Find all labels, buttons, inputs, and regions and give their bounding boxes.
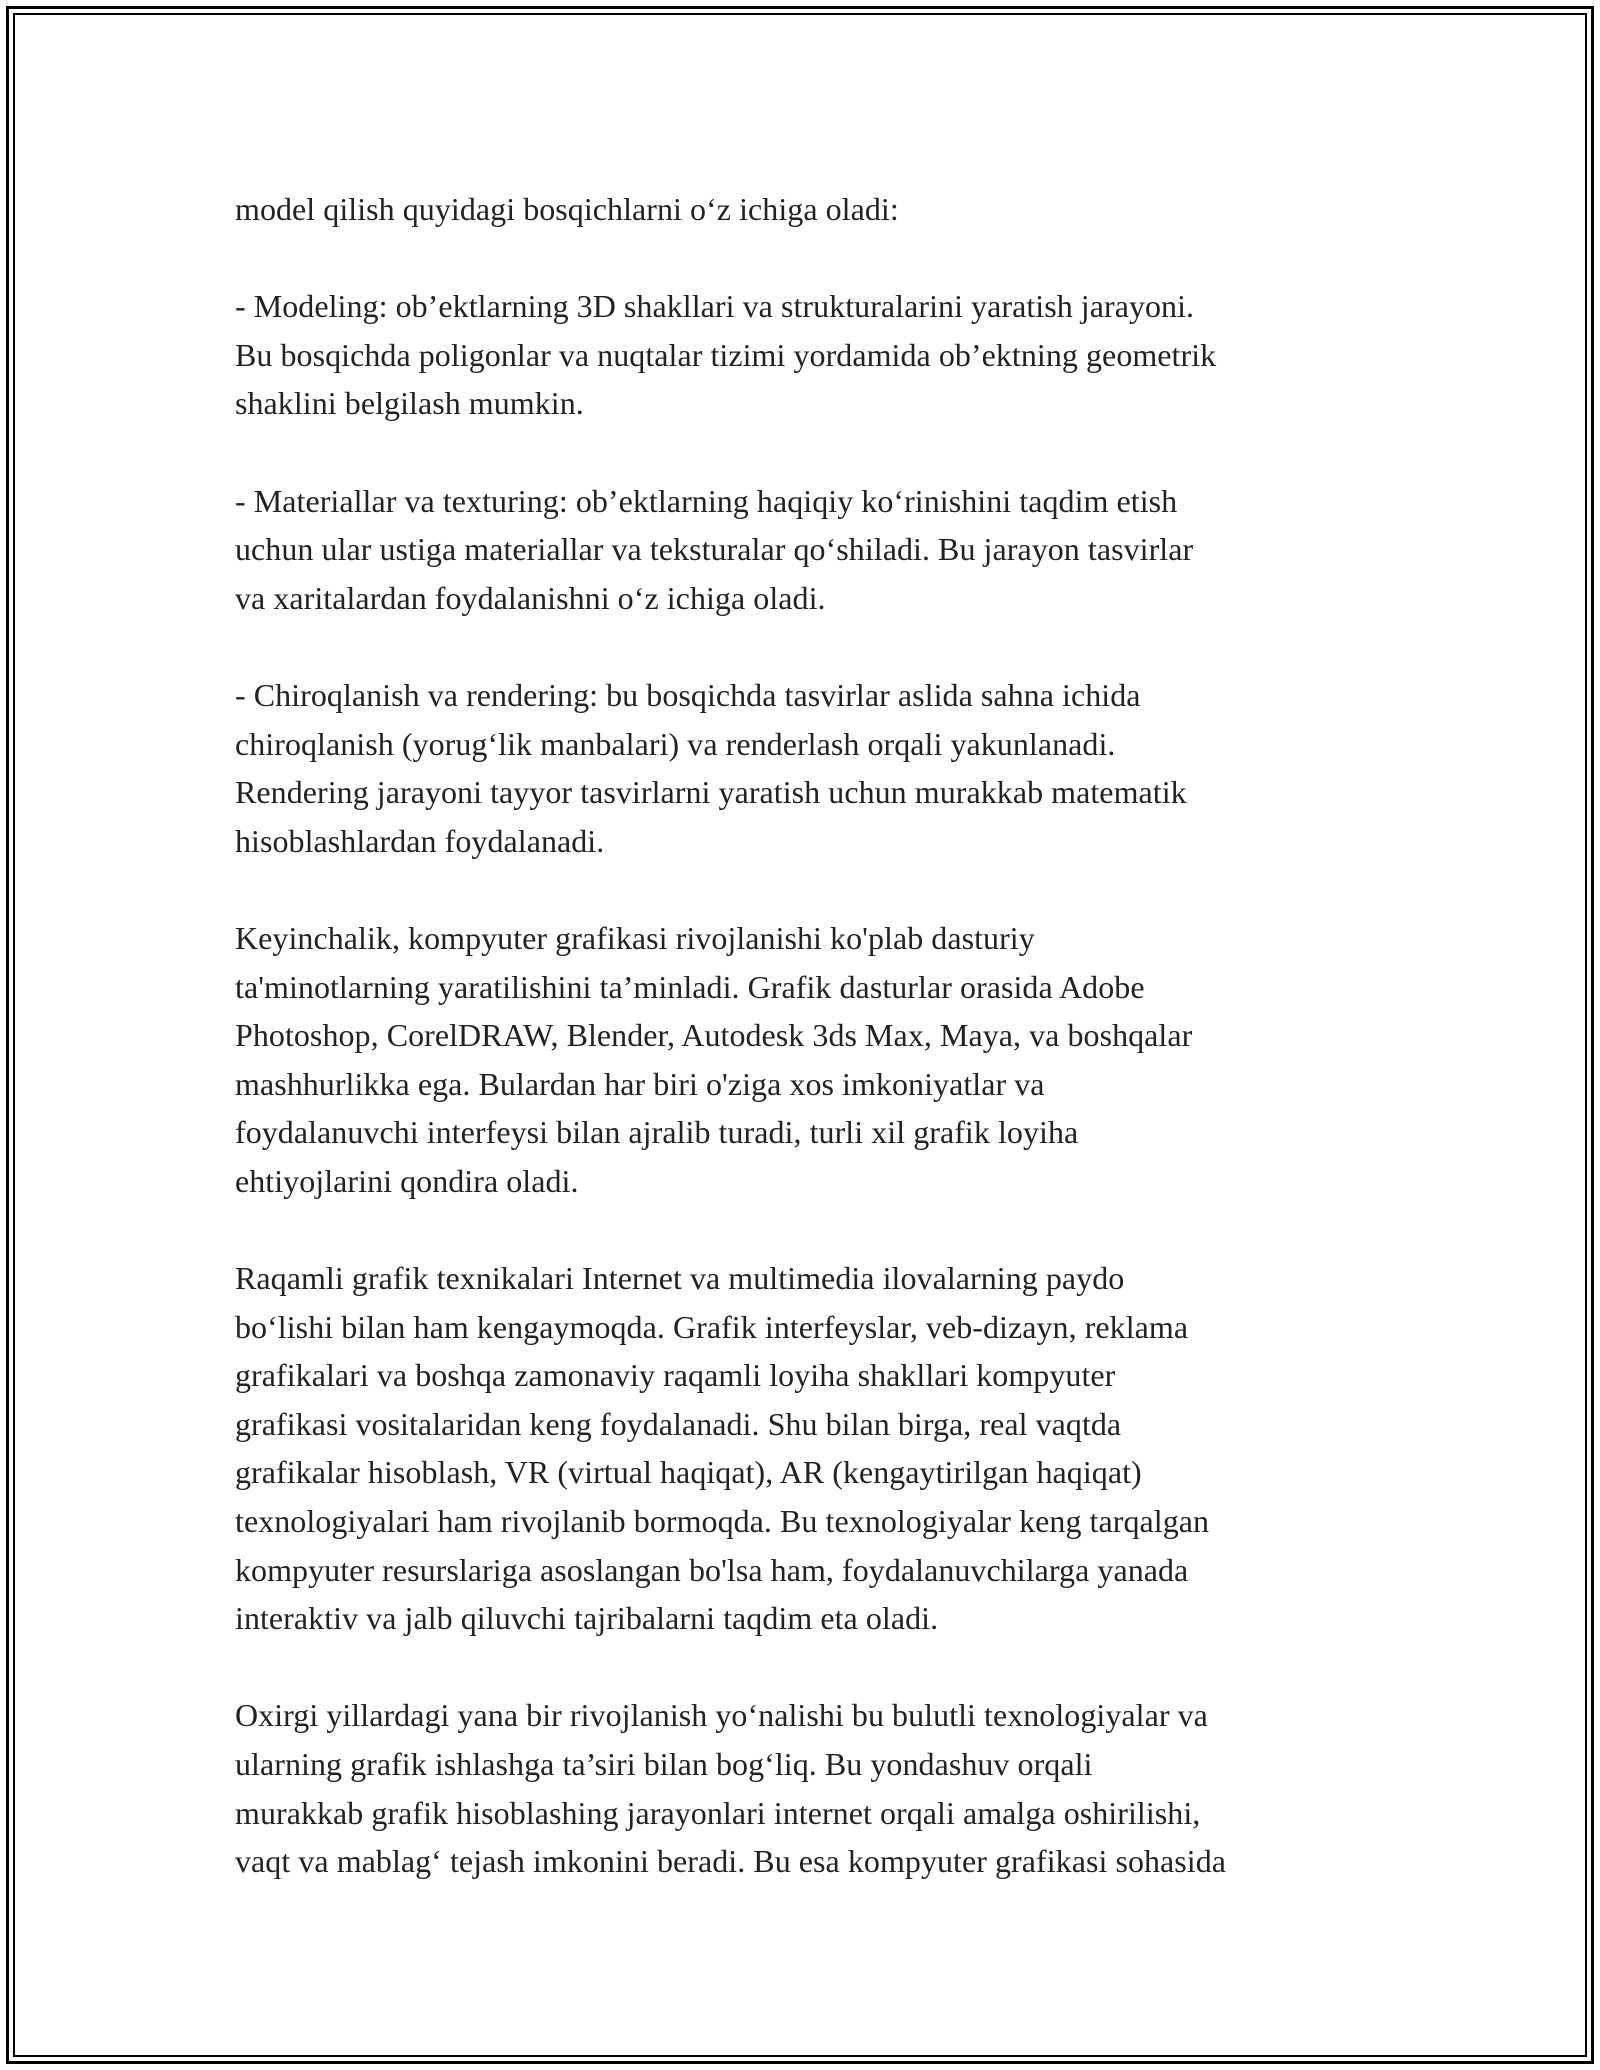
text-line: vaqt va mablag‘ tejash imkonini beradi. Bu esa kompyuter grafikasi sohasida [235, 1843, 1227, 1880]
document-body [235, 185, 1385, 1934]
text-line: bo‘lishi bilan ham kengaymoqda. Grafik interfeyslar, veb-dizayn, reklama [235, 1308, 1189, 1345]
text-line: - Modeling: ob’ektlarning 3D shakllari va strukturalarini yaratish jarayoni. [235, 288, 1195, 325]
text-line: - Chiroqlanish va rendering: bu bosqichda tasvirlar aslida sahna ichida [235, 676, 1141, 713]
text-line: mashhurlikka ega. Bulardan har biri o'ziga xos imkoniyatlar va [235, 1065, 1045, 1102]
text-line: texnologiyalari ham rivojlanib bormoqda. Bu texnologiyalar keng tarqalgan [235, 1503, 1210, 1540]
text-line: - Materiallar va texturing: ob’ektlarning haqiqiy ko‘rinishini taqdim etish [235, 482, 1178, 519]
paragraph [235, 477, 1385, 623]
text-line: Keyinchalik, kompyuter grafikasi rivojlanishi ko'plab dasturiy [235, 919, 1035, 956]
text-line: uchun ular ustiga materiallar va teksturalar qo‘shiladi. Bu jarayon tasvirlar [235, 531, 1194, 568]
text-line: murakkab grafik hisoblashing jarayonlari internet orqali amalga oshirilishi, [235, 1794, 1201, 1831]
text-line: shaklini belgilash mumkin. [235, 385, 584, 422]
text-line: hisoblashlardan foydalanadi. [235, 822, 605, 859]
text-line: Photoshop, CorelDRAW, Blender, Autodesk 3ds Max, Maya, va boshqalar [235, 1017, 1193, 1054]
text-line: chiroqlanish (yorug‘lik manbalari) va renderlash orqali yakunlanadi. [235, 725, 1116, 762]
text-line: grafikasi vositalaridan keng foydalanadi. Shu bilan birga, real vaqtda [235, 1405, 1122, 1442]
paragraph [235, 671, 1385, 865]
text-line: kompyuter resurslariga asoslangan bo'lsa ham, foydalanuvchilarga yanada [235, 1551, 1189, 1588]
text-line: Raqamli grafik texnikalari Internet va multimedia ilovalarning paydo [235, 1260, 1125, 1297]
text-line: ularning grafik ishlashga ta’siri bilan bog‘liq. Bu yondashuv orqali [235, 1746, 1093, 1782]
text-line: Rendering jarayoni tayyor tasvirlarni yaratish uchun murakkab matematik [235, 774, 1187, 811]
text-line: ehtiyojlarini qondira oladi. [235, 1162, 579, 1199]
text-line: Oxirgi yillardagi yana bir rivojlanish yo‘nalishi bu bulutli texnologiyalar va [235, 1697, 1208, 1734]
text-line: ta'minotlarning yaratilishini ta’minladi. Grafik dasturlar orasida Adobe [235, 968, 1145, 1005]
text-line: va xaritalardan foydalanishni o‘z ichiga oladi. [235, 579, 826, 616]
paragraph [235, 185, 1385, 234]
text-line: grafikalar hisoblash, VR (virtual haqiqat), AR (kengaytirilgan haqiqat) [235, 1454, 1142, 1491]
paragraph [235, 1254, 1385, 1643]
text-line: Bu bosqichda poligonlar va nuqtalar tizimi yordamida ob’ektning geometrik [235, 336, 1217, 373]
text-line: model qilish quyidagi bosqichlarni o‘z ichiga oladi: [235, 191, 899, 227]
text-line: interaktiv va jalb qiluvchi tajribalarni taqdim eta oladi. [235, 1600, 939, 1637]
paragraph [235, 1691, 1385, 1885]
text-line: grafikalari va boshqa zamonaviy raqamli loyiha shakllari kompyuter [235, 1357, 1116, 1394]
text-line: foydalanuvchi interfeysi bilan ajralib turadi, turli xil grafik loyiha [235, 1114, 1079, 1151]
paragraph [235, 282, 1385, 428]
paragraph [235, 914, 1385, 1206]
